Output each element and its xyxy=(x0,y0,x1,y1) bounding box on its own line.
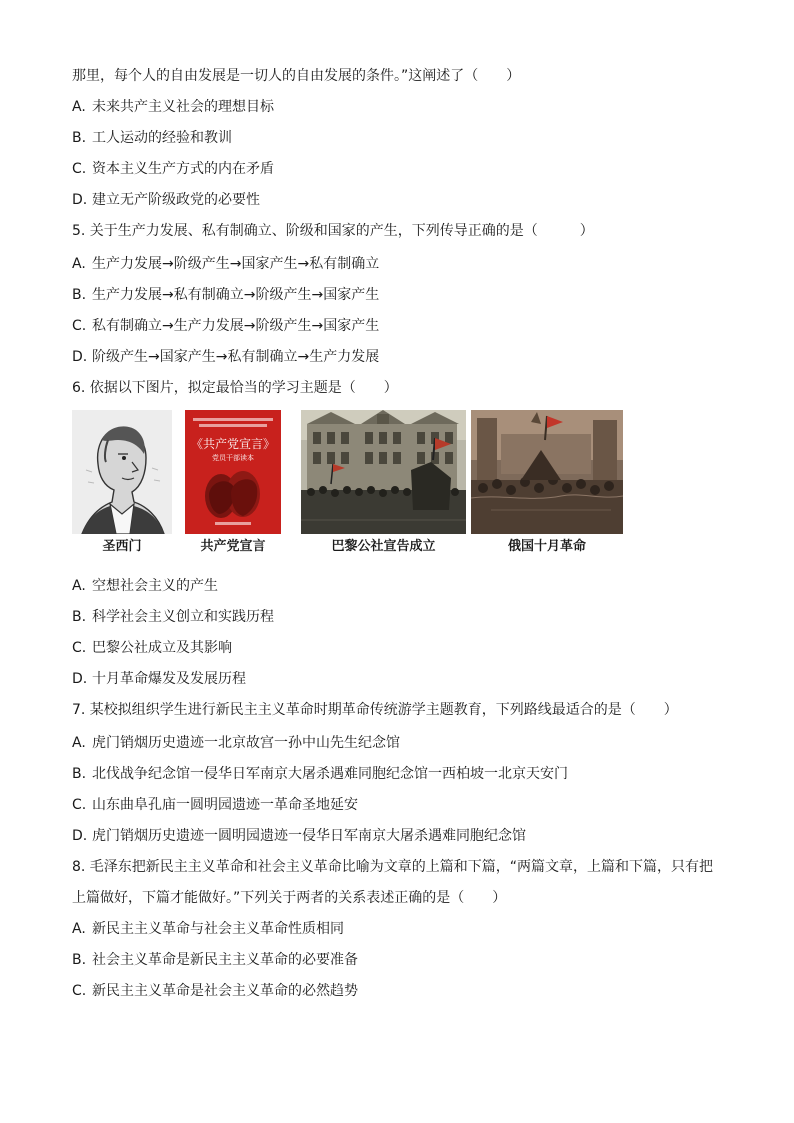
q5-option-c: C. 私有制确立→生产力发展→阶级产生→国家产生 xyxy=(72,318,380,334)
q6-option-d: D. 十月革命爆发及发展历程 xyxy=(72,671,246,687)
q5-option-d: D. 阶级产生→国家产生→私有制确立→生产力发展 xyxy=(72,349,380,365)
communist-manifesto-cover xyxy=(185,410,281,534)
q7-option-b: B. 北伐战争纪念馆一侵华日军南京大屠杀遇难同胞纪念馆一西柏坡一北京天安门 xyxy=(72,766,568,782)
q4-stem-tail: 那里，每个人的自由发展是一切人的自由发展的条件。”这阐述了（ ） xyxy=(72,68,521,84)
caption-saint-simon: 圣西门 xyxy=(102,539,142,554)
october-revolution-painting xyxy=(471,410,623,534)
caption-paris-commune: 巴黎公社宣告成立 xyxy=(331,539,436,554)
q4-option-c: C. 资本主义生产方式的内在矛盾 xyxy=(72,161,274,177)
q4-option-d: D. 建立无产阶级政党的必要性 xyxy=(72,192,260,208)
q8-option-c: C. 新民主主义革命是社会主义革命的必然趋势 xyxy=(72,983,358,999)
cover-title: 《共产党宣言》 xyxy=(190,437,276,451)
q6-option-c: C. 巴黎公社成立及其影响 xyxy=(72,640,232,656)
q4-option-a: A. 未来共产主义社会的理想目标 xyxy=(72,99,274,115)
q6-stem: 6. 依据以下图片，拟定最恰当的学习主题是（ ） xyxy=(72,380,398,396)
caption-october-revolution: 俄国十月革命 xyxy=(507,539,586,554)
q8-option-b: B. 社会主义革命是新民主主义革命的必要准备 xyxy=(72,952,358,968)
q5-stem: 5. 关于生产力发展、私有制确立、阶级和国家的产生，下列传导正确的是（ ） xyxy=(72,223,594,239)
q7-stem: 7. 某校拟组织学生进行新民主主义革命时期革命传统游学主题教育，下列路线最适合的是（ ） xyxy=(72,702,678,718)
q8-option-a: A. 新民主主义革命与社会主义革命性质相同 xyxy=(72,921,344,937)
q5-option-a: A. 生产力发展→阶级产生→国家产生→私有制确立 xyxy=(72,256,380,272)
q8-stem-line2: 上篇做好，下篇才能做好。”下列关于两者的关系表述正确的是（ ） xyxy=(72,890,507,906)
q7-option-d: D. 虎门销烟历史遗迹一圆明园遗迹一侵华日军南京大屠杀遇难同胞纪念馆 xyxy=(72,828,526,844)
cover-subtitle: 党员干部读本 xyxy=(212,454,254,462)
q6-figure xyxy=(72,410,632,560)
caption-communist-manifesto: 共产党宣言 xyxy=(200,539,266,554)
saint-simon-portrait xyxy=(72,410,172,534)
q7-option-a: A. 虎门销烟历史遗迹一北京故宫一孙中山先生纪念馆 xyxy=(72,735,400,751)
q7-option-c: C. 山东曲阜孔庙一圆明园遗迹一革命圣地延安 xyxy=(72,797,358,813)
q4-option-b: B. 工人运动的经验和教训 xyxy=(72,130,232,146)
q6-option-b: B. 科学社会主义创立和实践历程 xyxy=(72,609,274,625)
q6-option-a: A. 空想社会主义的产生 xyxy=(72,578,218,594)
q8-stem-line1: 8. 毛泽东把新民主主义革命和社会主义革命比喻为文章的上篇和下篇，“两篇文章，上篇和下篇，只有把 xyxy=(72,859,714,875)
paris-commune-painting xyxy=(301,410,466,534)
q5-option-b: B. 生产力发展→私有制确立→阶级产生→国家产生 xyxy=(72,287,380,303)
